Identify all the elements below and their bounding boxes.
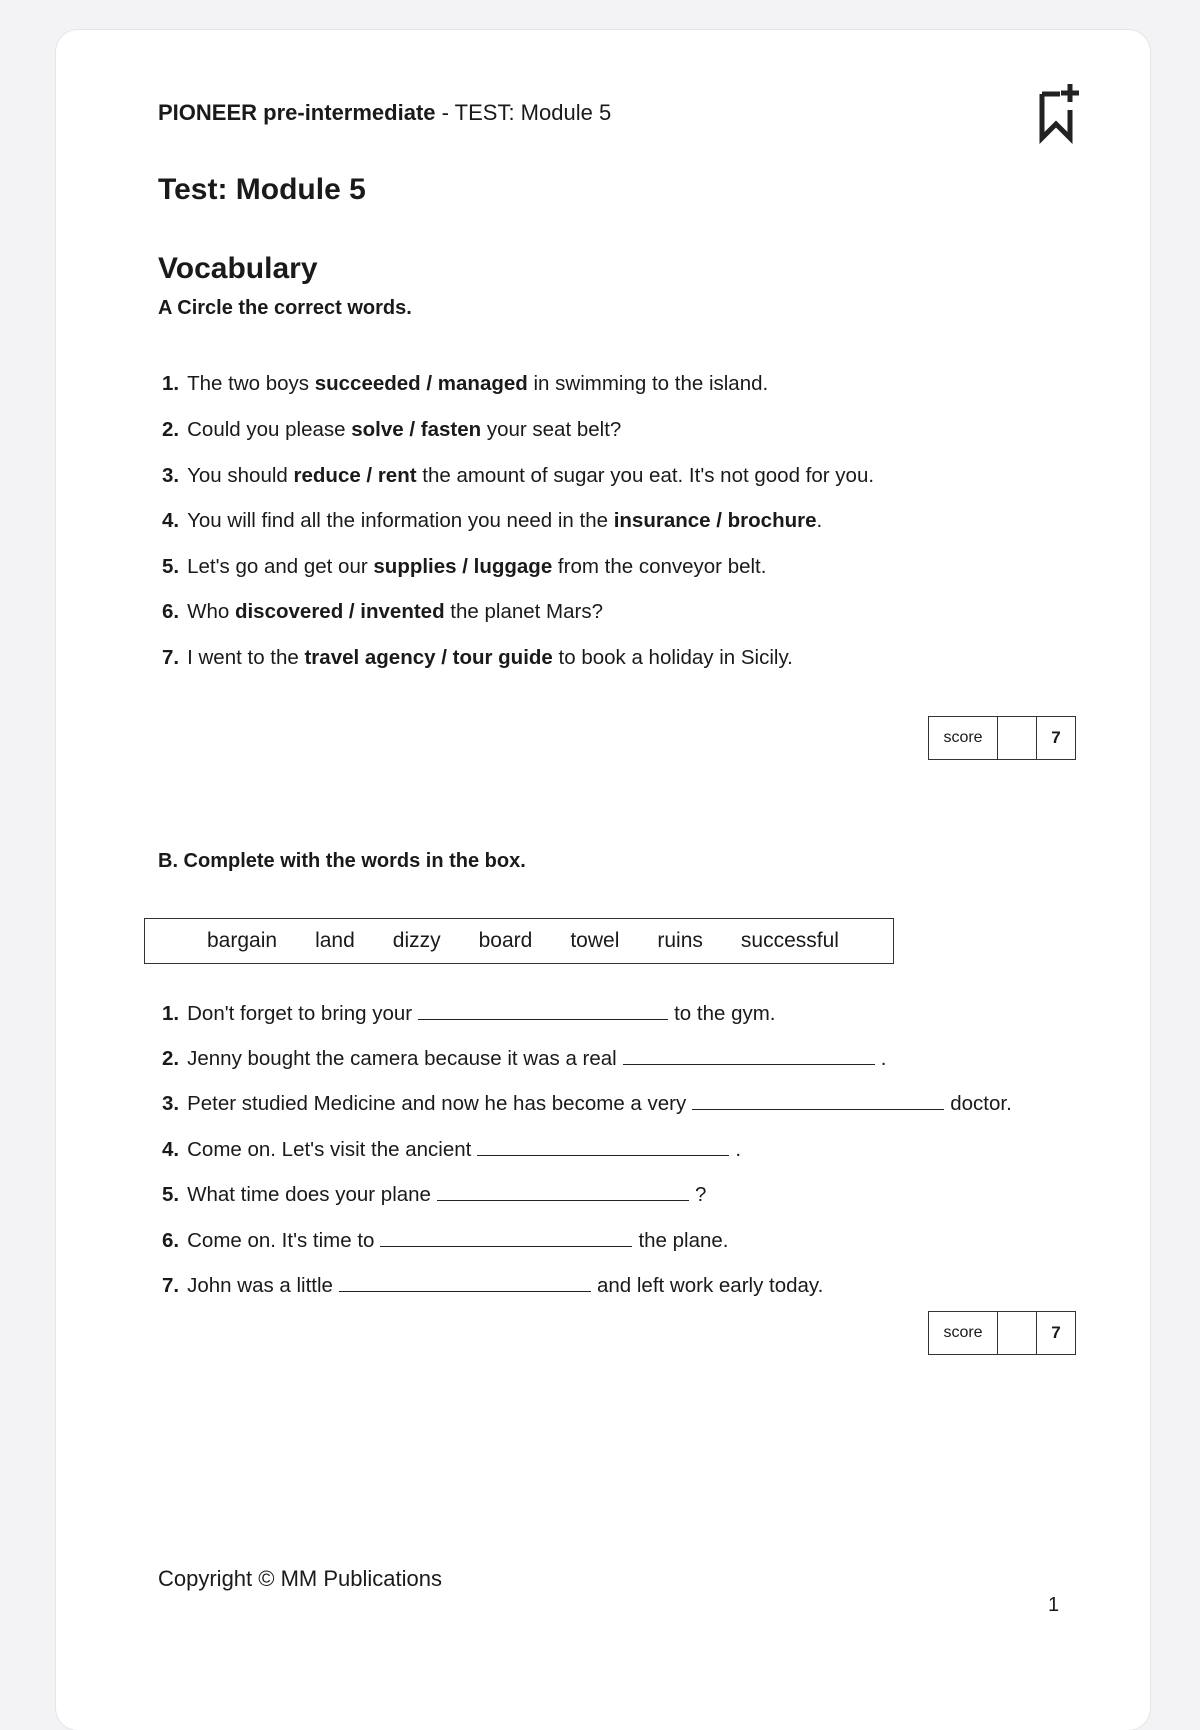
question-text: ? — [694, 1183, 707, 1206]
word-choice[interactable]: supplies / luggage — [373, 555, 553, 578]
question-text: Could you please — [187, 418, 352, 441]
question-number: 5. — [162, 555, 180, 578]
question-number: 4. — [162, 509, 180, 532]
answer-blank[interactable] — [380, 1228, 632, 1247]
word-choice[interactable]: discovered / invented — [234, 600, 445, 623]
question-text: the planet Mars? — [444, 600, 603, 623]
question-number: 7. — [162, 646, 180, 669]
question-b-2 — [162, 1046, 886, 1071]
score-label: score — [929, 717, 998, 759]
question-number: 3. — [162, 1092, 180, 1115]
question-text: Come on. Let's visit the ancient — [187, 1138, 472, 1161]
question-a-7 — [162, 646, 793, 670]
question-text: Who — [187, 600, 235, 623]
header-test-name: TEST: Module 5 — [454, 100, 612, 125]
question-text: your seat belt? — [481, 418, 622, 441]
question-number: 6. — [162, 1229, 180, 1252]
question-text: from the conveyor belt. — [552, 555, 767, 578]
score-box-b — [928, 1311, 1076, 1355]
question-number: 4. — [162, 1138, 180, 1161]
question-text: . — [816, 509, 823, 532]
question-text: Don't forget to bring your — [187, 1002, 413, 1025]
question-b-5 — [162, 1182, 706, 1207]
answer-blank[interactable] — [339, 1273, 591, 1292]
word-choice[interactable]: reduce / rent — [293, 464, 417, 487]
question-text: I went to the — [187, 646, 305, 669]
word-box — [144, 918, 894, 964]
question-text: to book a holiday in Sicily. — [552, 646, 793, 669]
score-max: 7 — [1051, 1323, 1061, 1342]
instruction-a: A Circle the correct words. — [158, 297, 412, 319]
question-number: 1. — [162, 1002, 180, 1025]
question-b-3 — [162, 1091, 1012, 1116]
word-box-item: ruins — [657, 929, 703, 952]
question-b-7 — [162, 1273, 823, 1298]
question-text: Peter studied Medicine and now he has become a very — [187, 1092, 687, 1115]
page-title: Test: Module 5 — [158, 173, 366, 206]
answer-blank[interactable] — [418, 1001, 668, 1020]
question-b-4 — [162, 1137, 741, 1162]
word-box-item: bargain — [207, 929, 278, 952]
question-text: Come on. It's time to — [187, 1229, 375, 1252]
question-number: 1. — [162, 372, 180, 395]
series-name: PIONEER pre-intermediate — [158, 100, 436, 125]
word-choice[interactable]: solve / fasten — [351, 418, 482, 441]
add-bookmark-icon[interactable] — [1036, 80, 1080, 144]
question-a-1 — [162, 372, 768, 396]
question-text: . — [735, 1138, 742, 1161]
question-b-1 — [162, 1001, 776, 1026]
word-choice[interactable]: insurance / brochure — [613, 509, 817, 532]
question-text: the plane. — [638, 1229, 729, 1252]
question-text: and left work early today. — [596, 1274, 824, 1297]
question-number: 5. — [162, 1183, 180, 1206]
copyright-text: Copyright © MM Publications — [158, 1566, 442, 1591]
question-text: Jenny bought the camera because it was a real — [187, 1047, 617, 1070]
question-text: You should — [187, 464, 294, 487]
question-text: What time does your plane — [187, 1183, 431, 1206]
question-a-4 — [162, 509, 822, 533]
word-box-item: towel — [570, 929, 620, 952]
question-a-2 — [162, 418, 621, 442]
answer-blank[interactable] — [623, 1046, 875, 1065]
instruction-b: B. Complete with the words in the box. — [158, 850, 526, 872]
question-a-3 — [162, 464, 874, 488]
word-choice[interactable]: succeeded / managed — [314, 372, 528, 395]
page-number: 1 — [1048, 1594, 1060, 1616]
question-text: in swimming to the island. — [527, 372, 769, 395]
answer-blank[interactable] — [437, 1182, 689, 1201]
answer-blank[interactable] — [692, 1091, 944, 1110]
document-header — [158, 100, 611, 126]
section-heading-vocabulary: Vocabulary — [158, 252, 318, 285]
word-box-item: dizzy — [392, 929, 441, 952]
word-choice[interactable]: travel agency / tour guide — [304, 646, 553, 669]
question-text: the amount of sugar you eat. It's not good for you. — [416, 464, 875, 487]
question-text: doctor. — [950, 1092, 1012, 1115]
question-text: . — [880, 1047, 887, 1070]
word-box-item: board — [478, 929, 533, 952]
question-text: The two boys — [187, 372, 315, 395]
header-separator: - — [435, 100, 455, 125]
score-box-a — [928, 716, 1076, 760]
word-box-item: land — [315, 929, 355, 952]
score-max: 7 — [1051, 728, 1061, 747]
question-text: John was a little — [187, 1274, 333, 1297]
word-box-item: successful — [740, 929, 839, 952]
question-number: 2. — [162, 1047, 180, 1070]
score-label: score — [929, 1312, 998, 1354]
question-a-6 — [162, 600, 603, 624]
question-text: You will find all the information you need in the — [187, 509, 614, 532]
question-number: 7. — [162, 1274, 180, 1297]
question-number: 2. — [162, 418, 180, 441]
question-number: 6. — [162, 600, 180, 623]
question-a-5 — [162, 555, 766, 579]
question-b-6 — [162, 1228, 729, 1253]
question-text: Let's go and get our — [187, 555, 374, 578]
question-number: 3. — [162, 464, 180, 487]
score-input-cell[interactable] — [998, 1312, 1037, 1354]
answer-blank[interactable] — [477, 1137, 729, 1156]
question-text: to the gym. — [674, 1002, 776, 1025]
score-input-cell[interactable] — [998, 717, 1037, 759]
